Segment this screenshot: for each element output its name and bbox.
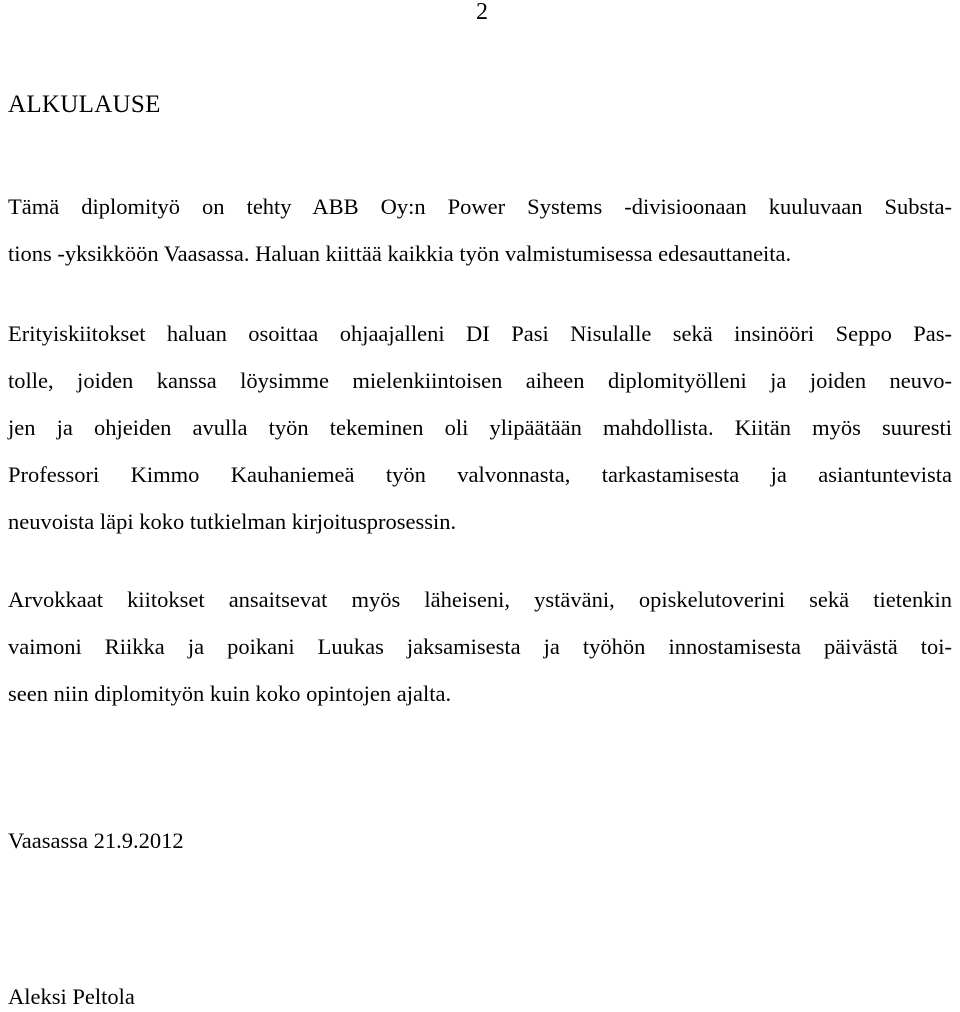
author-name: Aleksi Peltola — [8, 984, 135, 1009]
text-line: tolle, joiden kanssa löysimme mielenkiintoisen aiheen diplomityölleni ja joiden neuvo- — [8, 368, 952, 393]
text-line: neuvoista läpi koko tutkielman kirjoitusprosessin. — [8, 509, 457, 534]
paragraph-family-thanks — [8, 576, 952, 717]
text-line: Arvokkaat kiitokset ansaitsevat myös läheiseni, ystäväni, opiskelutoverini sekä tietenkin — [8, 587, 952, 612]
text-line: Professori Kimmo Kauhaniemeä työn valvonnasta, tarkastamisesta ja asiantuntevista — [8, 462, 952, 487]
section-heading: ALKULAUSE — [8, 91, 161, 118]
text-line: tions -yksikköön Vaasassa. Haluan kiittää kaikkia työn valmistumisessa edesauttaneita. — [8, 241, 792, 266]
page-number: 2 — [476, 0, 488, 25]
text-line: Tämä diplomityö on tehty ABB Oy:n Power Systems -divisioonaan kuuluvaan Substa- — [8, 194, 952, 219]
place-and-date: Vaasassa 21.9.2012 — [8, 828, 184, 853]
paragraph-special-thanks — [8, 310, 952, 545]
paragraph-intro — [8, 183, 952, 277]
text-line: vaimoni Riikka ja poikani Luukas jaksamisesta ja työhön innostamisesta päivästä toi- — [8, 634, 952, 659]
text-line: jen ja ohjeiden avulla työn tekeminen oli ylipäätään mahdollista. Kiitän myös suuresti — [8, 415, 952, 440]
text-line: Erityiskiitokset haluan osoittaa ohjaajalleni DI Pasi Nisulalle sekä insinööri Seppo Pas- — [8, 321, 952, 346]
text-line: seen niin diplomityön kuin koko opintojen ajalta. — [8, 681, 452, 706]
